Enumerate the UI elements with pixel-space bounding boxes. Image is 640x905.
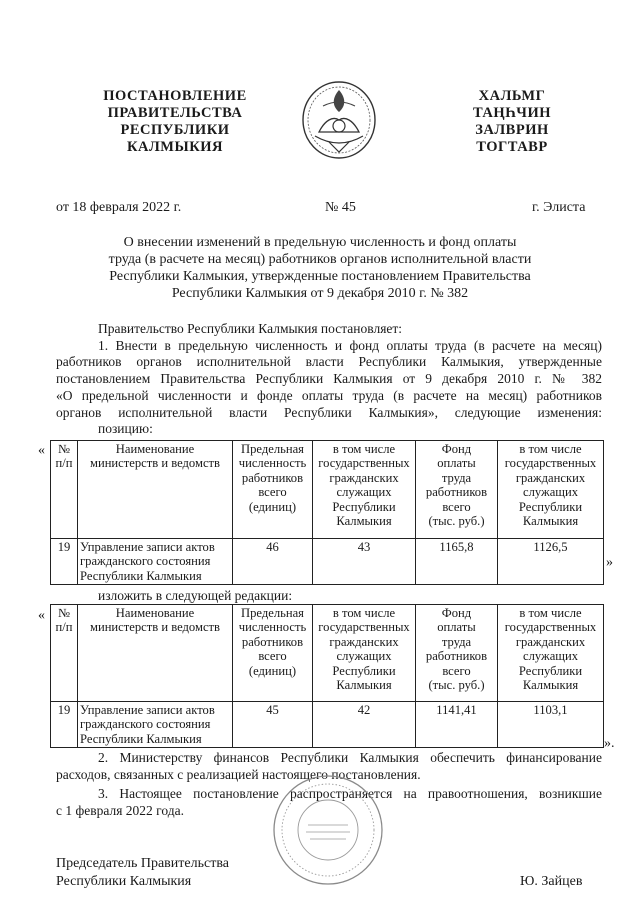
cell-name: Управление записи актов гражданского состояния Республики Калмыкия	[78, 702, 233, 748]
document-date: от 18 февраля 2022 г.	[56, 200, 182, 215]
paragraph-line: органов исполнительной власти Республики Калмыкия», следующие изменения:	[56, 404, 602, 420]
header-right	[452, 88, 572, 156]
header-left-line: КАЛМЫКИЯ	[127, 139, 223, 155]
title-line: Республики Калмыкия от 9 декабря 2010 г. № 382	[171, 286, 469, 301]
header-right-line: ЗАЛВРИН	[475, 122, 549, 138]
cell-num: 19	[51, 539, 78, 585]
open-quote: «	[38, 443, 45, 458]
header-cell-fund: Фонд оплаты труда работников всего (тыс. руб.)	[416, 441, 498, 539]
paragraph-line: расходов, связанных с реализацией настоящего постановления.	[56, 766, 421, 782]
cell-name: Управление записи актов гражданского состояния Республики Калмыкия	[78, 539, 233, 585]
table-row	[51, 702, 604, 748]
header-cell-name: Наименование министерств и ведомств	[78, 441, 233, 539]
header-right-line: ТАҢҺЧИН	[472, 105, 552, 121]
signatory-name: Ю. Зайцев	[520, 874, 583, 889]
paragraph-line: позицию:	[98, 421, 153, 437]
document-city: г. Элиста	[532, 200, 586, 215]
header-cell-staff: Предельная численность работников всего (единиц)	[233, 441, 313, 539]
table-header-row	[51, 441, 604, 539]
paragraph-1	[56, 321, 602, 438]
header-cell-fund: Фонд оплаты труда работников всего (тыс. руб.)	[416, 605, 498, 702]
close-quote: ».	[604, 736, 615, 751]
document-title	[60, 234, 580, 302]
cell-staff: 45	[233, 702, 313, 748]
table-header-row	[51, 605, 604, 702]
header-cell-fund-civil: в том числе государственных гражданских служащих Республики Калмыкия	[498, 441, 604, 539]
intro-line: Правительство Республики Калмыкия постановляет:	[98, 321, 403, 336]
paragraph-line: работников органов исполнительной власти Республики Калмыкия, утвержденные	[56, 354, 602, 370]
cell-num: 19	[51, 702, 78, 748]
title-line: труда (в расчете на месяц) работников органов исполнительной власти	[108, 252, 532, 267]
open-quote: «	[38, 608, 45, 623]
paragraph-line: 1. Внести в предельную численность и фонд оплаты труда (в расчете на месяц)	[98, 337, 602, 353]
coat-of-arms-emblem	[299, 76, 379, 162]
signature-title-line-2: Республики Калмыкия	[56, 874, 192, 889]
cell-staff-civil: 43	[313, 539, 416, 585]
paragraph-line: «О предельной численности и фонде оплаты труда (в расчете на месяц) работников	[56, 387, 602, 403]
table-new-position	[50, 604, 604, 748]
cell-fund-civil: 1126,5	[498, 539, 604, 585]
paragraph-line: с 1 февраля 2022 года.	[56, 802, 184, 818]
table-row	[51, 539, 604, 585]
header-cell-staff-civil: в том числе государственных гражданских служащих Республики Калмыкия	[313, 605, 416, 702]
header-left	[100, 88, 250, 156]
round-seal-stamp	[268, 770, 388, 890]
close-quote: »	[606, 555, 613, 570]
title-line: О внесении изменений в предельную численность и фонд оплаты	[123, 235, 517, 250]
cell-fund-civil: 1103,1	[498, 702, 604, 748]
signature-title-line-1: Председатель Правительства	[56, 856, 229, 871]
header-right-line: ХАЛЬМГ	[478, 88, 546, 104]
between-text: изложить в следующей редакции:	[98, 588, 293, 603]
header-left-line: РЕСПУБЛИКИ	[120, 122, 230, 138]
header-cell-staff-civil: в том числе государственных гражданских служащих Республики Калмыкия	[313, 441, 416, 539]
header-left-line: ПОСТАНОВЛЕНИЕ	[103, 88, 247, 104]
paragraph-line: постановлением Правительства Республики Калмыкия от 9 декабря 2010 г. № 382	[56, 371, 602, 387]
paragraph-line: 2. Министерству финансов Республики Калмыкия обеспечить финансирование	[98, 750, 602, 765]
header-left-line: ПРАВИТЕЛЬСТВА	[107, 105, 243, 121]
header-cell-num: № п/п	[51, 441, 78, 539]
header-cell-fund-civil: в том числе государственных гражданских служащих Республики Калмыкия	[498, 605, 604, 702]
cell-staff-civil: 42	[313, 702, 416, 748]
cell-fund: 1141,41	[416, 702, 498, 748]
header-cell-staff: Предельная численность работников всего (единиц)	[233, 605, 313, 702]
cell-staff: 46	[233, 539, 313, 585]
title-line: Республики Калмыкия, утвержденные постановлением Правительства	[109, 269, 531, 284]
header-cell-name: Наименование министерств и ведомств	[78, 605, 233, 702]
table-old-position	[50, 440, 604, 585]
cell-fund: 1165,8	[416, 539, 498, 585]
header-right-line: ТОГТАВР	[476, 139, 548, 155]
paragraph-line: 3. Настоящее постановление распространяется на правоотношения, возникшие	[98, 786, 602, 801]
header-cell-num: № п/п	[51, 605, 78, 702]
document-number: № 45	[325, 200, 356, 215]
